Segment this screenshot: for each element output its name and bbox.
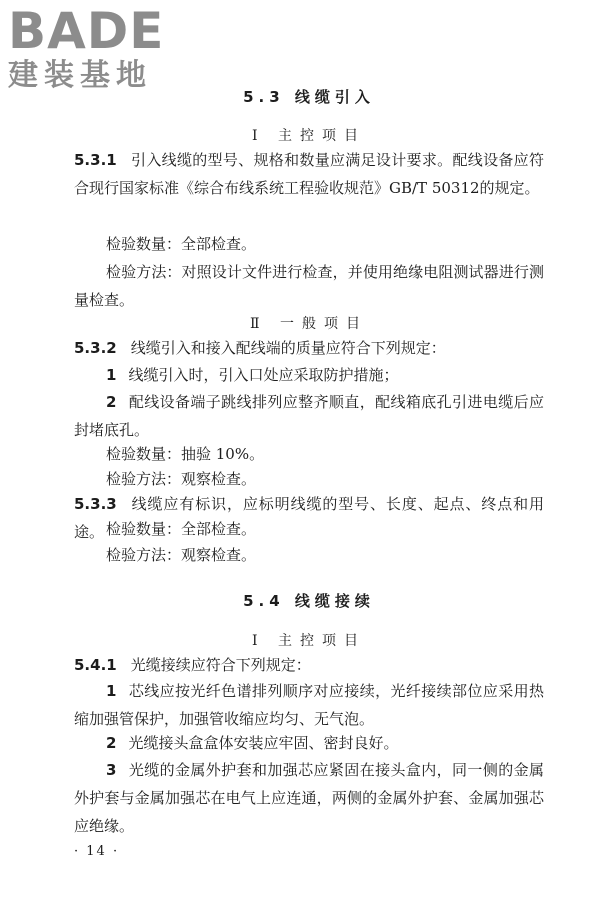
clause-number: 5.3.3 bbox=[74, 495, 117, 513]
inspection-method: 检验方法：观察检查。 bbox=[106, 546, 257, 564]
watermark-brand: BADE bbox=[8, 2, 165, 60]
item-number: 2 bbox=[106, 393, 117, 411]
inspection-quantity: 检验数量：全部检查。 bbox=[106, 520, 257, 538]
item-text: 芯线应按光纤色谱排列顺序对应接续，光纤接续部位应采用热缩加强管保护，加强管收缩应均匀、无气泡。 bbox=[74, 682, 544, 728]
inspection-quantity: 检验数量：抽验 10%。 bbox=[106, 445, 265, 463]
watermark-subtitle: 建装基地 bbox=[8, 58, 152, 93]
clause-text: 引入线缆的型号、规格和数量应满足设计要求。配线设备应符合现行国家标准《综合布线系统工程验收规范》GB/T 50312的规定。 bbox=[74, 151, 544, 197]
clause-number: 5.3.1 bbox=[74, 151, 117, 169]
item-text: 线缆引入时，引入口处应采取防护措施； bbox=[128, 366, 399, 384]
clause-5-3-2 bbox=[74, 334, 544, 362]
clause-text: 线缆引入和接入配线端的质量应符合下列规定： bbox=[130, 339, 446, 357]
item-number: 1 bbox=[106, 366, 117, 384]
clause-5-3-1 bbox=[74, 146, 544, 202]
item-number: 2 bbox=[106, 734, 117, 752]
list-item bbox=[74, 388, 544, 444]
list-item bbox=[74, 361, 544, 389]
clause-number: 5.3.2 bbox=[74, 339, 117, 357]
inspection-method: 检验方法：观察检查。 bbox=[106, 470, 257, 488]
clause-5-4-1 bbox=[74, 651, 544, 679]
page-number: · 14 · bbox=[74, 844, 120, 859]
item-number: 1 bbox=[106, 682, 117, 700]
list-item bbox=[74, 756, 544, 840]
clause-text: 线缆应有标识，应标明线缆的型号、长度、起点、终点和用途。 bbox=[74, 495, 544, 541]
inspection-quantity: 检验数量：全部检查。 bbox=[106, 235, 257, 253]
subsection-title-main-control: Ⅰ 主控项目 bbox=[252, 128, 366, 144]
section-title-5-3: 5.3 线缆引入 bbox=[243, 88, 375, 106]
list-item bbox=[74, 677, 544, 733]
item-number: 3 bbox=[106, 761, 117, 779]
inspection-method: 检验方法：对照设计文件进行检查，并使用绝缘电阻测试器进行测量检查。 bbox=[74, 263, 544, 309]
list-item bbox=[74, 729, 544, 757]
item-text: 光缆的金属外护套和加强芯应紧固在接头盒内，同一侧的金属外护套与金属加强芯在电气上应连通，两侧的金属外护套、金属加强芯应绝缘。 bbox=[74, 761, 544, 835]
subsection-title-general: Ⅱ 一般项目 bbox=[250, 316, 368, 332]
item-text: 配线设备端子跳线排列应整齐顺直，配线箱底孔引进电缆后应封堵底孔。 bbox=[74, 393, 544, 439]
item-text: 光缆接头盒盒体安装应牢固、密封良好。 bbox=[128, 734, 399, 752]
watermark-logo bbox=[8, 4, 178, 92]
subsection-title-main-control: Ⅰ 主控项目 bbox=[252, 633, 366, 649]
clause-number: 5.4.1 bbox=[74, 656, 117, 674]
section-title-5-4: 5.4 线缆接续 bbox=[243, 592, 375, 610]
clause-text: 光缆接续应符合下列规定： bbox=[130, 656, 311, 674]
